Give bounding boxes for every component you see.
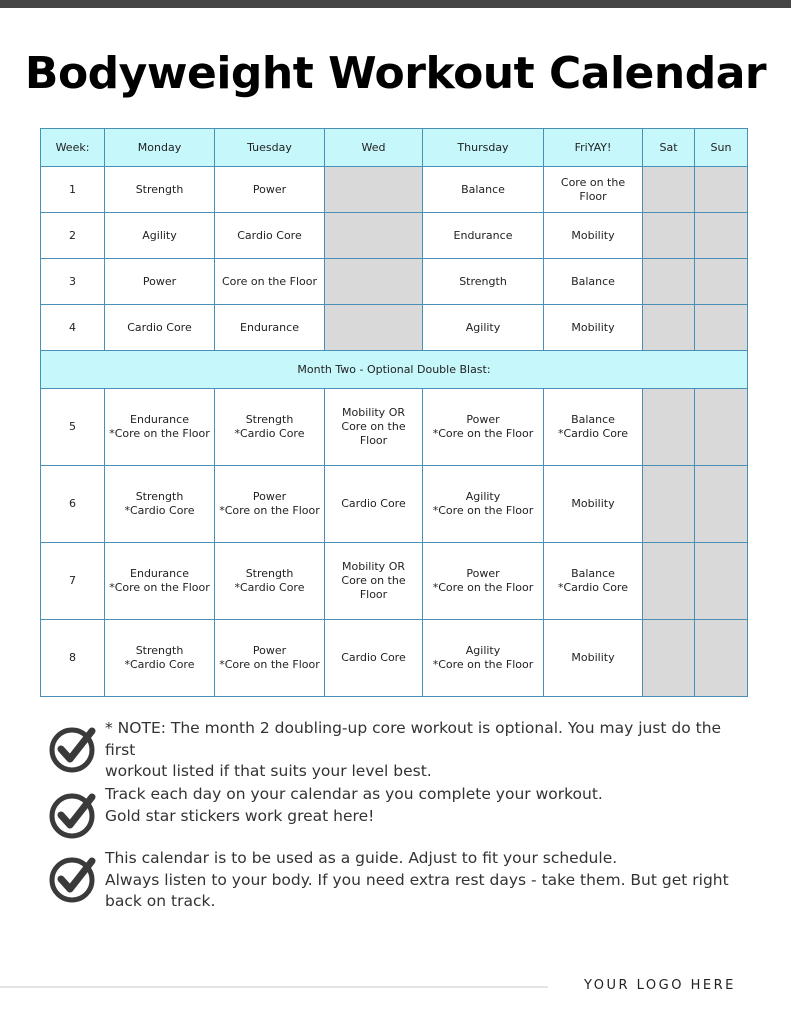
note-line: back on track. <box>105 892 216 910</box>
primary-workout: Cardio Core <box>341 497 406 510</box>
wednesday-cell <box>325 543 423 620</box>
primary-workout: Strength <box>135 644 184 657</box>
friday-cell <box>544 466 643 543</box>
tuesday-cell <box>215 543 325 620</box>
footer-divider <box>0 986 548 988</box>
thursday-cell <box>423 620 544 697</box>
saturday-rest-cell <box>643 259 695 305</box>
thursday-cell <box>423 466 544 543</box>
week-number: 4 <box>41 305 105 351</box>
header-wednesday: Wed <box>325 129 423 167</box>
note-text <box>105 848 745 913</box>
wednesday-cell <box>325 389 423 466</box>
secondary-workout: *Core on the Floor <box>219 658 320 671</box>
wednesday-cell <box>325 466 423 543</box>
table-row <box>41 389 748 466</box>
month-two-banner: Month Two - Optional Double Blast: <box>41 351 748 389</box>
table-row <box>41 213 748 259</box>
thursday-cell: Strength <box>423 259 544 305</box>
note-line: workout listed if that suits your level best. <box>105 762 432 780</box>
tuesday-cell: Endurance <box>215 305 325 351</box>
sunday-rest-cell <box>695 305 748 351</box>
table-row <box>41 466 748 543</box>
primary-workout: Mobility OR <box>342 406 405 419</box>
week-number: 7 <box>41 543 105 620</box>
note-text <box>105 784 745 827</box>
table-row <box>41 167 748 213</box>
primary-workout: Strength <box>245 413 294 426</box>
header-thursday: Thursday <box>423 129 544 167</box>
page-title: Bodyweight Workout Calendar <box>24 48 767 99</box>
table-row <box>41 620 748 697</box>
tuesday-cell: Cardio Core <box>215 213 325 259</box>
header-friday: FriYAY! <box>544 129 643 167</box>
note-line: * NOTE: The month 2 doubling-up core workout is optional. You may just do the first <box>105 719 722 759</box>
note-line: Gold star stickers work great here! <box>105 806 375 825</box>
friday-cell <box>544 620 643 697</box>
week-number: 8 <box>41 620 105 697</box>
week-number: 2 <box>41 213 105 259</box>
week-number: 3 <box>41 259 105 305</box>
primary-workout: Strength <box>135 490 184 503</box>
wednesday-rest-cell <box>325 305 423 351</box>
primary-workout: Endurance <box>130 567 189 580</box>
secondary-workout: Core on the Floor <box>341 574 406 601</box>
tuesday-cell <box>215 620 325 697</box>
thursday-cell <box>423 543 544 620</box>
saturday-rest-cell <box>643 167 695 213</box>
sunday-rest-cell <box>695 259 748 305</box>
sunday-rest-cell <box>695 620 748 697</box>
note-line: This calendar is to be used as a guide. Adjust to fit your schedule. <box>105 849 618 867</box>
check-circle-icon <box>48 788 100 840</box>
friday-cell <box>544 389 643 466</box>
saturday-rest-cell <box>643 466 695 543</box>
secondary-workout: *Core on the Floor <box>219 504 320 517</box>
primary-workout: Balance <box>571 413 615 426</box>
secondary-workout: *Core on the Floor <box>432 427 534 440</box>
secondary-workout: *Core on the Floor <box>109 427 210 440</box>
secondary-workout: *Core on the Floor <box>109 581 210 594</box>
tuesday-cell <box>215 466 325 543</box>
thursday-cell: Balance <box>423 167 544 213</box>
saturday-rest-cell <box>643 620 695 697</box>
wednesday-rest-cell <box>325 259 423 305</box>
monday-cell: Strength <box>105 167 215 213</box>
header-monday: Monday <box>105 129 215 167</box>
secondary-workout: *Core on the Floor <box>432 658 534 671</box>
sunday-rest-cell <box>695 466 748 543</box>
secondary-workout: *Core on the Floor <box>432 581 534 594</box>
month-two-banner-row <box>41 351 748 389</box>
secondary-workout: *Cardio Core <box>124 504 195 517</box>
check-circle-icon <box>48 722 100 774</box>
saturday-rest-cell <box>643 543 695 620</box>
primary-workout: Strength <box>245 567 294 580</box>
thursday-cell: Agility <box>423 305 544 351</box>
primary-workout: Power <box>252 644 287 657</box>
workout-calendar-table <box>40 128 748 697</box>
friday-cell: Mobility <box>544 213 643 259</box>
secondary-workout: *Cardio Core <box>234 427 305 440</box>
monday-cell: Agility <box>105 213 215 259</box>
friday-cell: Core on the Floor <box>544 167 643 213</box>
primary-workout: Power <box>252 490 287 503</box>
primary-workout: Mobility OR <box>342 560 405 573</box>
monday-cell <box>105 389 215 466</box>
header-week: Week: <box>41 129 105 167</box>
monday-cell <box>105 620 215 697</box>
check-circle-icon <box>48 852 100 904</box>
sunday-rest-cell <box>695 389 748 466</box>
saturday-rest-cell <box>643 305 695 351</box>
primary-workout: Mobility <box>571 497 615 510</box>
secondary-workout: *Cardio Core <box>124 658 195 671</box>
sunday-rest-cell <box>695 543 748 620</box>
week-number: 1 <box>41 167 105 213</box>
primary-workout: Agility <box>465 644 501 657</box>
week-number: 5 <box>41 389 105 466</box>
sunday-rest-cell <box>695 213 748 259</box>
wednesday-rest-cell <box>325 167 423 213</box>
monday-cell <box>105 466 215 543</box>
secondary-workout: *Cardio Core <box>558 581 628 594</box>
sunday-rest-cell <box>695 167 748 213</box>
primary-workout: Power <box>466 567 500 580</box>
secondary-workout: *Cardio Core <box>234 581 305 594</box>
primary-workout: Balance <box>571 567 615 580</box>
saturday-rest-cell <box>643 389 695 466</box>
secondary-workout: Core on the Floor <box>341 420 406 447</box>
friday-cell: Mobility <box>544 305 643 351</box>
logo-placeholder: YOUR LOGO HERE <box>584 978 736 993</box>
header-row <box>41 129 748 167</box>
wednesday-rest-cell <box>325 213 423 259</box>
primary-workout: Endurance <box>130 413 189 426</box>
monday-cell <box>105 543 215 620</box>
thursday-cell: Endurance <box>423 213 544 259</box>
tuesday-cell <box>215 389 325 466</box>
tuesday-cell: Power <box>215 167 325 213</box>
monday-cell: Cardio Core <box>105 305 215 351</box>
table-row <box>41 543 748 620</box>
header-sunday: Sun <box>695 129 748 167</box>
primary-workout: Cardio Core <box>341 651 406 664</box>
primary-workout: Mobility <box>571 651 615 664</box>
table-row <box>41 259 748 305</box>
wednesday-cell <box>325 620 423 697</box>
primary-workout: Power <box>466 413 500 426</box>
table-row <box>41 305 748 351</box>
note-line: Always listen to your body. If you need extra rest days - take them. But get right <box>105 870 729 889</box>
saturday-rest-cell <box>643 213 695 259</box>
tuesday-cell: Core on the Floor <box>215 259 325 305</box>
friday-cell: Balance <box>544 259 643 305</box>
header-saturday: Sat <box>643 129 695 167</box>
top-bar <box>0 0 791 8</box>
header-tuesday: Tuesday <box>215 129 325 167</box>
note-text <box>105 718 745 783</box>
thursday-cell <box>423 389 544 466</box>
primary-workout: Agility <box>465 490 501 503</box>
note-line: Track each day on your calendar as you complete your workout. <box>105 785 603 803</box>
secondary-workout: *Core on the Floor <box>432 504 534 517</box>
week-number: 6 <box>41 466 105 543</box>
secondary-workout: *Cardio Core <box>558 427 628 440</box>
monday-cell: Power <box>105 259 215 305</box>
friday-cell <box>544 543 643 620</box>
